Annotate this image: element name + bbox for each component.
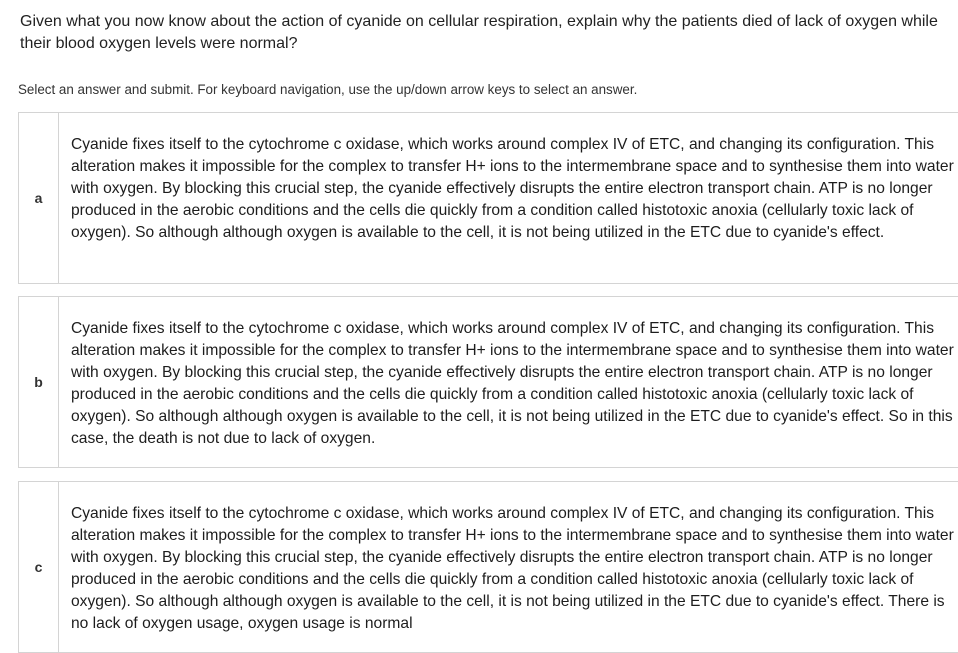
- option-letter-cell: [19, 482, 59, 652]
- answer-option-b[interactable]: [18, 296, 958, 468]
- option-text: Cyanide fixes itself to the cytochrome c oxidase, which works around complex IV of ETC, and changing its configuration. This alteration makes it impossible for the complex to transfer H+ ions to the intermembrane space and to synthesise them into water with oxygen. By blocking this crucial step, the cyanide effectively disrupts the entire electron transport chain. ATP is no longer produced in the aerobic conditions and the cells die quickly from a condition called histotoxic anoxia (cellularly toxic lack of oxygen). So although although oxygen is available to the cell, it is not being utilized in the ETC due to cyanide's effect. So in this case, the death is not due to lack of oxygen.: [71, 320, 954, 447]
- option-letter: b: [34, 374, 43, 390]
- answer-option-c[interactable]: [18, 481, 958, 653]
- option-text: Cyanide fixes itself to the cytochrome c oxidase, which works around complex IV of ETC, and changing its configuration. This alteration makes it impossible for the complex to transfer H+ ions to the intermembrane space and to synthesise them into water with oxygen. By blocking this crucial step, the cyanide effectively disrupts the entire electron transport chain. ATP is no longer produced in the aerobic conditions and the cells die quickly from a condition called histotoxic anoxia (cellularly toxic lack of oxygen). So although although oxygen is available to the cell, it is not being utilized in the ETC due to cyanide's effect.: [71, 136, 954, 241]
- option-letter-cell: [19, 297, 59, 467]
- option-letter-cell: [19, 113, 59, 283]
- option-text: Cyanide fixes itself to the cytochrome c oxidase, which works around complex IV of ETC, and changing its configuration. This alteration makes it impossible for the complex to transfer H+ ions to the intermembrane space and to synthesise them into water with oxygen. By blocking this crucial step, the cyanide effectively disrupts the entire electron transport chain. ATP is no longer produced in the aerobic conditions and the cells die quickly from a condition called histotoxic anoxia (cellularly toxic lack of oxygen). So although although oxygen is available to the cell, it is not being utilized in the ETC due to cyanide's effect. There is no lack of oxygen usage, oxygen usage is normal: [71, 505, 954, 632]
- answer-option-a[interactable]: [18, 112, 958, 284]
- option-letter: c: [34, 559, 43, 575]
- option-letter: a: [34, 190, 43, 206]
- question-text: Given what you now know about the action of cyanide on cellular respiration, explain why the patients died of lack of oxygen while their blood oxygen levels were normal?: [20, 13, 938, 52]
- instructions-text: Select an answer and submit. For keyboard navigation, use the up/down arrow keys to select an answer.: [18, 82, 638, 97]
